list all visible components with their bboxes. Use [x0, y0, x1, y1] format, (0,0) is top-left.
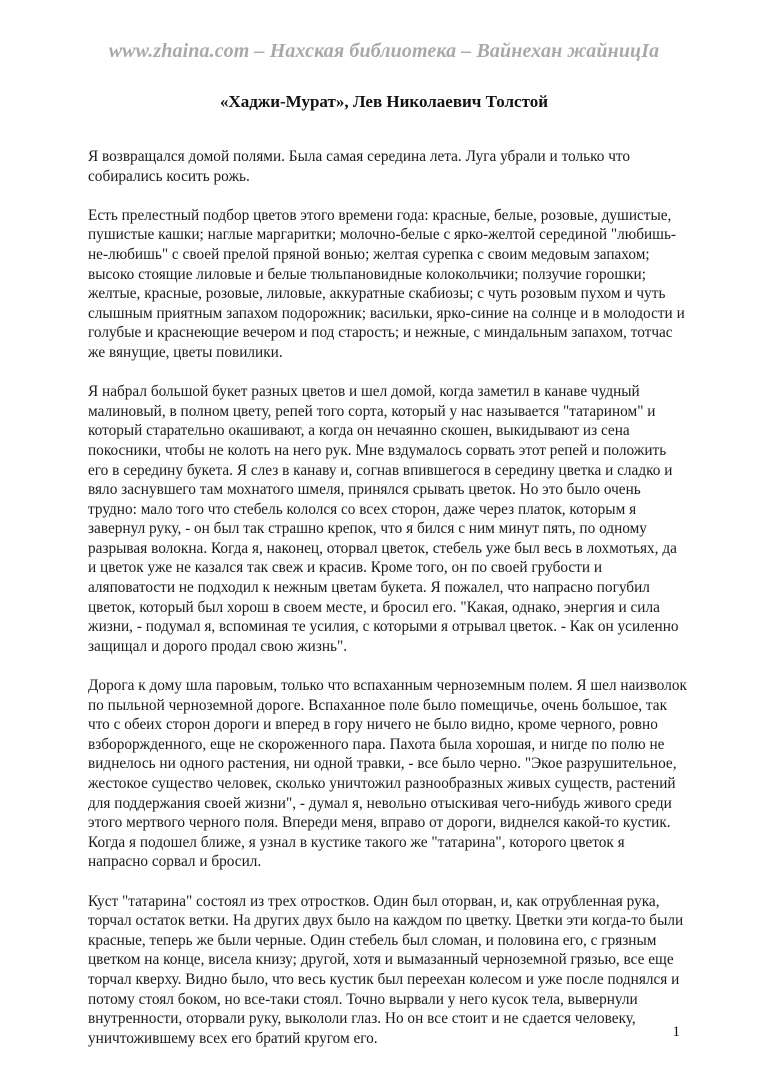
- paragraph: Куст "татарина" состоял из трех отростков. Один был оторван, и, как отрубленная рука, торчал остаток ветки. На других двух было на каждом по цветку. Цветки эти когда-то были красные, теперь же были черные. Один стебель был сломан, и половина его, с грязным цветком на конце, висела книзу; другой, хотя и вымазанный черноземной грязью, все еще торчал кверху. Видно было, что весь кустик был переехан колесом и уже после поднялся и потому стоял боком, но все-таки стоял. Точно вырвали у него кусок тела, вывернули внутренности, оторвали руку, выкололи глаз. Но он все стоит и не сдается человеку, уничтожившему всех его братий кругом его.: [88, 892, 684, 1047]
- paragraph: Я возвращался домой полями. Была самая середина лета. Луга убрали и только что собирались косить рожь.: [88, 148, 631, 185]
- paragraph: Есть прелестный подбор цветов этого времени года: красные, белые, розовые, душистые, пушистые кашки; наглые маргаритки; молочно-белые с ярко-желтой серединой "любишь-не-любишь" с своей прелой пряной вонью; желтая сурепка с своим медовым запахом; высоко стоящие лиловые и белые тюльпановидные колокольчики; ползучие горошки; желтые, красные, розовые, лиловые, аккуратные скабиозы; с чуть розовым пухом и чуть слышным приятным запахом подорожник; васильки, ярко-синие на солнце и в молодости и голубые и краснеющие вечером и под старость; и нежные, с миндальным запахом, тотчас же вянущие, цветы повилики.: [88, 206, 685, 361]
- document-body: [88, 147, 688, 1068]
- paragraph: Я набрал большой букет разных цветов и шел домой, когда заметил в канаве чудный малиновый, в полном цвету, репей того сорта, который у нас называется "татарином" и который старательно окашивают, а когда он нечаянно скошен, выкидывают из сена покосники, чтобы не колоть на него рук. Мне вздумалось сорвать этот репей и положить его в середину букета. Я слез в канаву и, согнав впившегося в середину цветка и сладко и вяло заснувшего там мохнатого шмеля, принялся срывать цветок. Но это было очень трудно: мало того что стебель кололся со всех сторон, даже через платок, которым я завернул руку, - он был так страшно крепок, что я бился с ним минут пять, по одному разрывая волокна. Когда я, наконец, оторвал цветок, стебель уже был весь в лохмотьях, да и цветок уже не казался так свеж и красив. Кроме того, он по своей грубости и аляповатости не подходил к нежным цветам букета. Я пожалел, что напрасно погубил цветок, который был хорош в своем месте, и бросил его. "Какая, однако, энергия и сила жизни, - подумал я, вспоминая те усилия, с которыми я отрывал цветок. - Как он усиленно защищал и дорого продал свою жизнь".: [88, 383, 679, 655]
- document-title: «Хаджи-Мурат», Лев Николаевич Толстой: [220, 92, 548, 111]
- page-number: 1: [672, 1024, 680, 1040]
- paragraph: Дорога к дому шла паровым, только что вспаханным черноземным полем. Я шел наизволок по пыльной черноземной дороге. Вспаханное поле было помещичье, очень большое, так что с обеих сторон дороги и вперед в гору ничего не было видно, кроме черного, ровно взбороржденного, еще не скороженного пара. Пахота была хорошая, и нигде по полю не виднелось ни одного растения, ни одной травки, - все было черно. "Экое разрушительное, жестокое существо человек, сколько уничтожил разнообразных живых существ, растений для поддержания своей жизни", - думал я, невольно отыскивая чего-нибудь живого среди этого мертвого черного поля. Впереди меня, вправо от дороги, виднелся какой-то кустик. Когда я подошел ближе, я узнал в кустике такого же "татарина", которого цветок я напрасно сорвал и бросил.: [88, 677, 687, 871]
- site-header: www.zhaina.com – Нахская библиотека – Вайнехан жайницIа: [108, 40, 660, 62]
